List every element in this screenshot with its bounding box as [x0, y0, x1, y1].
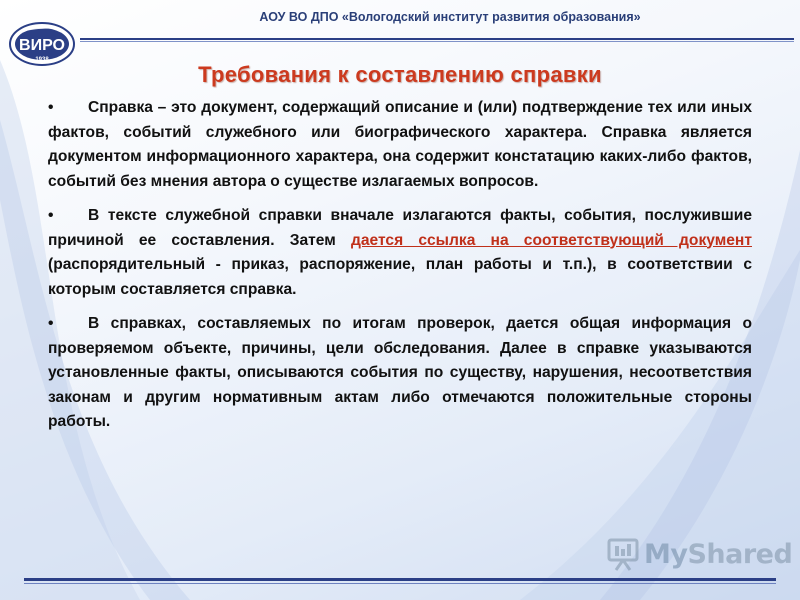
slide-content: [48, 96, 752, 445]
watermark-shared: Shared: [687, 538, 793, 570]
presentation-board-icon: [606, 537, 640, 571]
footer-rule-thin: [24, 583, 776, 584]
slide-title: Требования к составлению справки: [198, 62, 602, 87]
organization-name: АОУ ВО ДПО «Вологодский институт развития образования»: [259, 10, 641, 24]
header-rule-thin: [80, 41, 794, 42]
bullet-paragraph: [48, 204, 752, 302]
watermark-my: My: [644, 538, 688, 570]
bullet-text-after-link: (распорядительный - приказ, распоряжение, план работы и т.п.), в соответствии с которым составляется справка.: [48, 256, 752, 298]
bullet-paragraph: [48, 312, 752, 435]
logo-text: ВИРО: [19, 37, 65, 54]
logo-year: 1938: [35, 57, 49, 63]
footer-rule: [24, 578, 776, 581]
header-rule: [80, 38, 794, 40]
bullet-paragraph: [48, 96, 752, 194]
bullet-text: В справках, составляемых по итогам проверок, дается общая информация о проверяемом объекте, причины, цели обследования. Далее в справке указываются установленные факты, описываются события по существу, нарушения, несоответствия законам и другим нормативным актам либо отмечаются положительные стороны работы.: [48, 315, 752, 430]
bullet-text: Справка – это документ, содержащий описание и (или) подтверждение тех или иных фактов, событий служебного или биографического характера. Справка является документом информационного характера, она содержит констатацию каких-либо фактов, событий без мнения автора о существе излагаемых вопросов.: [48, 99, 752, 190]
bullet-icon: •: [48, 99, 54, 116]
myshared-watermark: [606, 536, 792, 572]
bullet-icon: •: [48, 207, 54, 224]
bullet-icon: •: [48, 315, 54, 332]
bullet-text-before-link: В тексте служебной справки вначале излагаются факты, события, послужившие причиной ее составления. Затем: [48, 207, 752, 249]
viro-logo: [8, 18, 76, 66]
document-reference-link[interactable]: дается ссылка на соответствующий документ: [350, 231, 752, 249]
